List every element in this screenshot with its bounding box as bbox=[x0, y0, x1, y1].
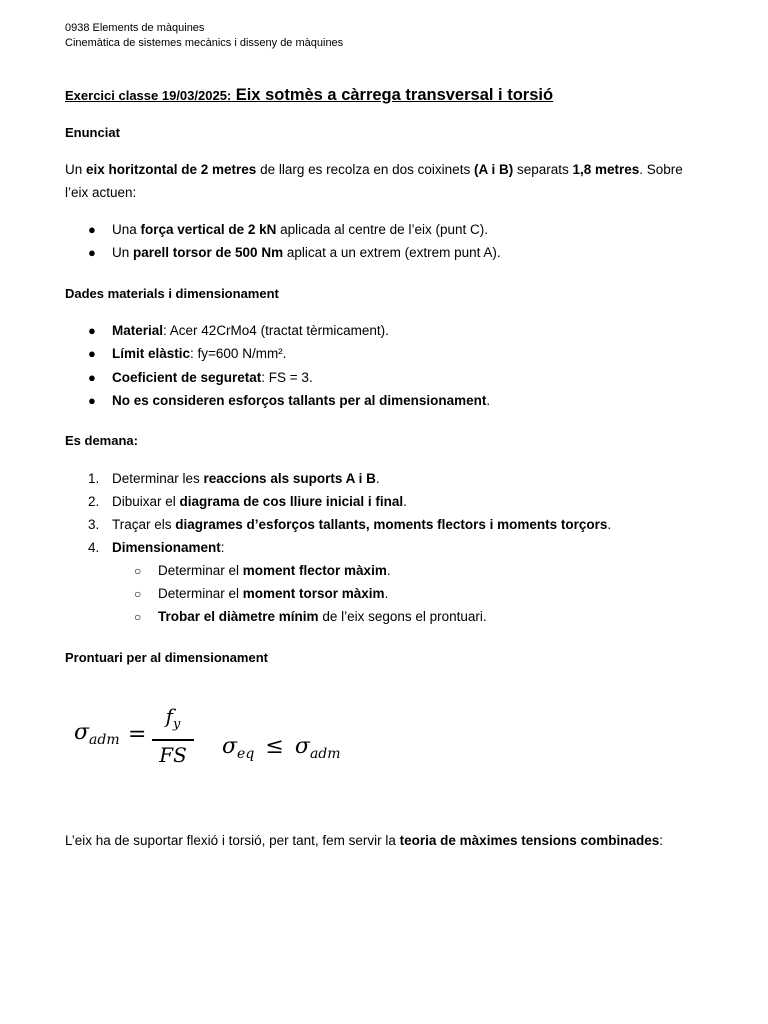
list-subitem: Determinar el moment torsor màxim. bbox=[158, 586, 389, 601]
bullet-icon: ● bbox=[88, 346, 96, 361]
list-item: Una força vertical de 2 kN aplicada al centre de l’eix (punt C). bbox=[112, 222, 488, 237]
formula-condition: σeq ≤ σadm bbox=[222, 734, 341, 762]
exercise-title bbox=[65, 86, 553, 105]
dades-heading: Dades materials i dimensionament bbox=[65, 286, 279, 301]
formula-lhs: σadm bbox=[74, 720, 120, 748]
title-prefix: Exercici classe 19/03/2025: bbox=[65, 88, 232, 103]
bullet-icon: ● bbox=[88, 370, 96, 385]
enunciat-paragraph-cont: l’eix actuen: bbox=[65, 185, 137, 200]
list-number: 1. bbox=[88, 471, 100, 486]
list-item: Límit elàstic: fy=600 N/mm². bbox=[112, 346, 287, 361]
bullet-icon: ● bbox=[88, 245, 96, 260]
fraction-numerator: $f_y$ bbox=[165, 704, 181, 732]
formula-fraction bbox=[152, 704, 194, 767]
list-item: Dibuixar el diagrama de cos lliure inicial i final. bbox=[112, 494, 407, 509]
sub-bullet-icon: ○ bbox=[134, 610, 142, 624]
emphasis: (A i B) bbox=[473, 162, 514, 177]
list-item: Coeficient de seguretat: FS = 3. bbox=[112, 370, 313, 385]
list-item: No es consideren esforços tallants per al dimensionament. bbox=[112, 393, 491, 408]
enunciat-heading: Enunciat bbox=[65, 125, 120, 140]
fraction-denominator: FS bbox=[159, 742, 187, 767]
list-number: 4. bbox=[88, 540, 100, 555]
list-item: Material: Acer 42CrMo4 (tractat tèrmicament). bbox=[112, 323, 389, 338]
list-item: Dimensionament: bbox=[112, 540, 225, 555]
sub-bullet-icon: ○ bbox=[134, 564, 142, 578]
bullet-icon: ● bbox=[88, 323, 96, 338]
bullet-icon: ● bbox=[88, 393, 96, 408]
demana-heading: Es demana: bbox=[65, 433, 138, 448]
formula-equals: = bbox=[128, 722, 147, 747]
course-header: 0938 Elements de màquines bbox=[65, 22, 205, 34]
list-number: 2. bbox=[88, 494, 100, 509]
list-item: Determinar les reaccions als suports A i B. bbox=[112, 471, 380, 486]
fraction-bar bbox=[152, 739, 194, 741]
list-subitem: Trobar el diàmetre mínim de l’eix segons el prontuari. bbox=[158, 609, 487, 624]
bullet-icon: ● bbox=[88, 222, 96, 237]
subject-header: Cinemàtica de sistemes mecànics i disseny de màquines bbox=[65, 37, 344, 49]
list-number: 3. bbox=[88, 517, 100, 532]
list-item: Un parell torsor de 500 Nm aplicat a un extrem (extrem punt A). bbox=[112, 245, 501, 260]
sub-bullet-icon: ○ bbox=[134, 587, 142, 601]
emphasis: 1,8 metres bbox=[572, 162, 640, 177]
enunciat-paragraph: Un eix horitzontal de 2 metres de llarg es recolza en dos coixinets (A i B) separats 1,8 metres. Sobre bbox=[65, 162, 683, 177]
prontuari-heading: Prontuari per al dimensionament bbox=[65, 650, 268, 665]
list-subitem: Determinar el moment flector màxim. bbox=[158, 563, 391, 578]
list-item: Traçar els diagrames d’esforços tallants, moments flectors i moments torçors. bbox=[112, 517, 612, 532]
emphasis: eix horitzontal de 2 metres bbox=[86, 162, 257, 177]
title-main: Eix sotmès a càrrega transversal i torsió bbox=[235, 86, 554, 104]
closing-paragraph: L’eix ha de suportar flexió i torsió, per tant, fem servir la teoria de màximes tensions combinades: bbox=[65, 833, 664, 848]
